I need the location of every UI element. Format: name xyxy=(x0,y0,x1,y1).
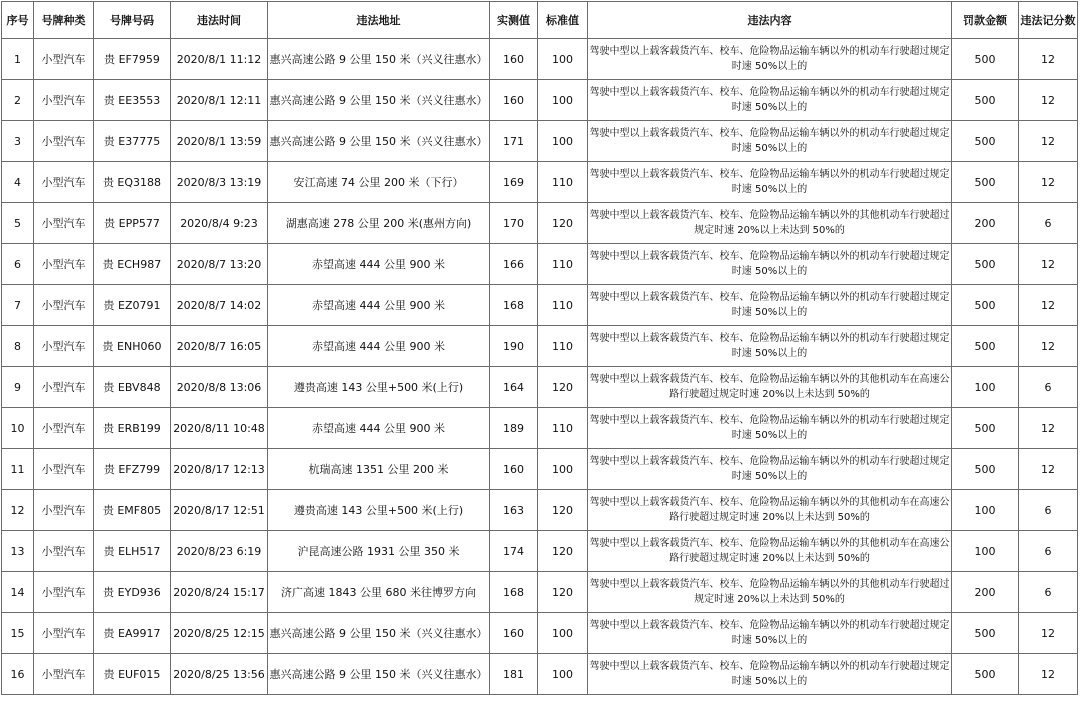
cell-violation-content: 驾驶中型以上载客载货汽车、校车、危险物品运输车辆以外的机动车行驶超过规定时速 50%以上的 xyxy=(588,80,952,121)
cell-violation-time: 2020/8/17 12:13 xyxy=(171,449,268,490)
col-header-fine-amount: 罚款金额 xyxy=(952,2,1019,39)
cell-violation-location: 惠兴高速公路 9 公里 150 米（兴义往惠水） xyxy=(268,80,490,121)
cell-plate-number: 贵 EYD936 xyxy=(94,572,171,613)
cell-violation-time: 2020/8/1 12:11 xyxy=(171,80,268,121)
cell-measured-speed: 169 xyxy=(490,162,538,203)
cell-index: 11 xyxy=(2,449,34,490)
cell-fine-amount: 500 xyxy=(952,613,1019,654)
col-header-penalty-points: 违法记分数 xyxy=(1019,2,1078,39)
cell-plate-type: 小型汽车 xyxy=(34,285,94,326)
cell-plate-number: 贵 EE3553 xyxy=(94,80,171,121)
cell-measured-speed: 160 xyxy=(490,449,538,490)
cell-violation-location: 济广高速 1843 公里 680 米往博罗方向 xyxy=(268,572,490,613)
table-row xyxy=(2,80,1078,121)
cell-penalty-points: 12 xyxy=(1019,408,1078,449)
cell-violation-location: 遵贵高速 143 公里+500 米(上行) xyxy=(268,367,490,408)
cell-measured-speed: 174 xyxy=(490,531,538,572)
cell-violation-time: 2020/8/3 13:19 xyxy=(171,162,268,203)
cell-plate-number: 贵 E37775 xyxy=(94,121,171,162)
col-header-plate-number: 号牌号码 xyxy=(94,2,171,39)
cell-measured-speed: 160 xyxy=(490,39,538,80)
cell-plate-number: 贵 EZ0791 xyxy=(94,285,171,326)
cell-speed-limit: 100 xyxy=(538,449,588,490)
cell-measured-speed: 171 xyxy=(490,121,538,162)
cell-plate-type: 小型汽车 xyxy=(34,490,94,531)
cell-plate-type: 小型汽车 xyxy=(34,39,94,80)
cell-speed-limit: 110 xyxy=(538,162,588,203)
table-row xyxy=(2,654,1078,695)
cell-plate-type: 小型汽车 xyxy=(34,244,94,285)
cell-plate-type: 小型汽车 xyxy=(34,367,94,408)
cell-violation-content: 驾驶中型以上载客载货汽车、校车、危险物品运输车辆以外的其他机动车行驶超过规定时速 20%以上未达到 50%的 xyxy=(588,203,952,244)
cell-penalty-points: 12 xyxy=(1019,449,1078,490)
cell-index: 5 xyxy=(2,203,34,244)
cell-speed-limit: 120 xyxy=(538,367,588,408)
cell-plate-number: 贵 EFZ799 xyxy=(94,449,171,490)
cell-violation-location: 惠兴高速公路 9 公里 150 米（兴义往惠水） xyxy=(268,121,490,162)
cell-index: 16 xyxy=(2,654,34,695)
cell-measured-speed: 160 xyxy=(490,613,538,654)
cell-penalty-points: 12 xyxy=(1019,39,1078,80)
cell-violation-location: 惠兴高速公路 9 公里 150 米（兴义往惠水） xyxy=(268,613,490,654)
table-row xyxy=(2,572,1078,613)
cell-violation-time: 2020/8/1 11:12 xyxy=(171,39,268,80)
cell-fine-amount: 500 xyxy=(952,80,1019,121)
cell-speed-limit: 100 xyxy=(538,654,588,695)
cell-index: 7 xyxy=(2,285,34,326)
cell-penalty-points: 6 xyxy=(1019,490,1078,531)
cell-plate-type: 小型汽车 xyxy=(34,162,94,203)
table-row xyxy=(2,203,1078,244)
col-header-violation-content: 违法内容 xyxy=(588,2,952,39)
cell-violation-location: 惠兴高速公路 9 公里 150 米（兴义往惠水） xyxy=(268,39,490,80)
cell-fine-amount: 500 xyxy=(952,408,1019,449)
table-row xyxy=(2,449,1078,490)
cell-violation-time: 2020/8/25 12:15 xyxy=(171,613,268,654)
cell-violation-location: 杭瑞高速 1351 公里 200 米 xyxy=(268,449,490,490)
cell-plate-type: 小型汽车 xyxy=(34,531,94,572)
cell-violation-location: 湖惠高速 278 公里 200 米(惠州方向) xyxy=(268,203,490,244)
cell-violation-location: 赤望高速 444 公里 900 米 xyxy=(268,326,490,367)
cell-violation-time: 2020/8/25 13:56 xyxy=(171,654,268,695)
cell-plate-type: 小型汽车 xyxy=(34,326,94,367)
table-row xyxy=(2,408,1078,449)
cell-violation-content: 驾驶中型以上载客载货汽车、校车、危险物品运输车辆以外的其他机动车在高速公路行驶超过规定时速 20%以上未达到 50%的 xyxy=(588,367,952,408)
cell-speed-limit: 110 xyxy=(538,326,588,367)
cell-violation-time: 2020/8/7 14:02 xyxy=(171,285,268,326)
cell-measured-speed: 189 xyxy=(490,408,538,449)
cell-violation-content: 驾驶中型以上载客载货汽车、校车、危险物品运输车辆以外的机动车行驶超过规定时速 50%以上的 xyxy=(588,39,952,80)
cell-index: 10 xyxy=(2,408,34,449)
cell-penalty-points: 12 xyxy=(1019,121,1078,162)
cell-violation-content: 驾驶中型以上载客载货汽车、校车、危险物品运输车辆以外的其他机动车在高速公路行驶超过规定时速 20%以上未达到 50%的 xyxy=(588,490,952,531)
cell-violation-content: 驾驶中型以上载客载货汽车、校车、危险物品运输车辆以外的机动车行驶超过规定时速 50%以上的 xyxy=(588,613,952,654)
cell-plate-type: 小型汽车 xyxy=(34,449,94,490)
table-row xyxy=(2,162,1078,203)
cell-violation-time: 2020/8/7 16:05 xyxy=(171,326,268,367)
table-row xyxy=(2,367,1078,408)
cell-measured-speed: 190 xyxy=(490,326,538,367)
cell-violation-location: 沪昆高速公路 1931 公里 350 米 xyxy=(268,531,490,572)
cell-violation-location: 赤望高速 444 公里 900 米 xyxy=(268,285,490,326)
cell-index: 3 xyxy=(2,121,34,162)
table-header xyxy=(2,2,1078,39)
cell-measured-speed: 164 xyxy=(490,367,538,408)
cell-violation-content: 驾驶中型以上载客载货汽车、校车、危险物品运输车辆以外的其他机动车行驶超过规定时速 20%以上未达到 50%的 xyxy=(588,572,952,613)
cell-speed-limit: 100 xyxy=(538,80,588,121)
cell-penalty-points: 12 xyxy=(1019,613,1078,654)
cell-violation-content: 驾驶中型以上载客载货汽车、校车、危险物品运输车辆以外的其他机动车在高速公路行驶超过规定时速 20%以上未达到 50%的 xyxy=(588,531,952,572)
col-header-plate-type: 号牌种类 xyxy=(34,2,94,39)
col-header-measured-speed: 实测值 xyxy=(490,2,538,39)
cell-fine-amount: 500 xyxy=(952,326,1019,367)
cell-fine-amount: 100 xyxy=(952,490,1019,531)
cell-penalty-points: 12 xyxy=(1019,654,1078,695)
col-header-violation-location: 违法地址 xyxy=(268,2,490,39)
cell-violation-time: 2020/8/24 15:17 xyxy=(171,572,268,613)
cell-measured-speed: 163 xyxy=(490,490,538,531)
cell-speed-limit: 120 xyxy=(538,572,588,613)
cell-plate-type: 小型汽车 xyxy=(34,203,94,244)
cell-index: 1 xyxy=(2,39,34,80)
cell-measured-speed: 170 xyxy=(490,203,538,244)
cell-violation-content: 驾驶中型以上载客载货汽车、校车、危险物品运输车辆以外的机动车行驶超过规定时速 50%以上的 xyxy=(588,244,952,285)
cell-plate-number: 贵 EMF805 xyxy=(94,490,171,531)
cell-fine-amount: 500 xyxy=(952,162,1019,203)
cell-speed-limit: 100 xyxy=(538,121,588,162)
cell-plate-type: 小型汽车 xyxy=(34,408,94,449)
cell-penalty-points: 12 xyxy=(1019,285,1078,326)
cell-fine-amount: 500 xyxy=(952,285,1019,326)
cell-index: 15 xyxy=(2,613,34,654)
cell-speed-limit: 110 xyxy=(538,285,588,326)
cell-plate-number: 贵 EF7959 xyxy=(94,39,171,80)
cell-plate-number: 贵 EUF015 xyxy=(94,654,171,695)
cell-plate-type: 小型汽车 xyxy=(34,572,94,613)
cell-violation-time: 2020/8/11 10:48 xyxy=(171,408,268,449)
cell-violation-location: 安江高速 74 公里 200 米（下行） xyxy=(268,162,490,203)
cell-violation-content: 驾驶中型以上载客载货汽车、校车、危险物品运输车辆以外的机动车行驶超过规定时速 50%以上的 xyxy=(588,654,952,695)
cell-violation-location: 赤望高速 444 公里 900 米 xyxy=(268,408,490,449)
cell-plate-number: 贵 EA9917 xyxy=(94,613,171,654)
cell-penalty-points: 6 xyxy=(1019,203,1078,244)
cell-plate-type: 小型汽车 xyxy=(34,80,94,121)
cell-violation-content: 驾驶中型以上载客载货汽车、校车、危险物品运输车辆以外的机动车行驶超过规定时速 50%以上的 xyxy=(588,285,952,326)
cell-index: 14 xyxy=(2,572,34,613)
cell-violation-content: 驾驶中型以上载客载货汽车、校车、危险物品运输车辆以外的机动车行驶超过规定时速 50%以上的 xyxy=(588,162,952,203)
cell-penalty-points: 6 xyxy=(1019,572,1078,613)
cell-violation-content: 驾驶中型以上载客载货汽车、校车、危险物品运输车辆以外的机动车行驶超过规定时速 50%以上的 xyxy=(588,121,952,162)
cell-plate-type: 小型汽车 xyxy=(34,654,94,695)
table-row xyxy=(2,490,1078,531)
table-row xyxy=(2,531,1078,572)
cell-fine-amount: 500 xyxy=(952,244,1019,285)
cell-speed-limit: 110 xyxy=(538,244,588,285)
table-row xyxy=(2,39,1078,80)
cell-plate-number: 贵 ELH517 xyxy=(94,531,171,572)
cell-violation-content: 驾驶中型以上载客载货汽车、校车、危险物品运输车辆以外的机动车行驶超过规定时速 50%以上的 xyxy=(588,408,952,449)
cell-penalty-points: 12 xyxy=(1019,326,1078,367)
cell-plate-type: 小型汽车 xyxy=(34,121,94,162)
cell-fine-amount: 200 xyxy=(952,572,1019,613)
cell-speed-limit: 100 xyxy=(538,39,588,80)
cell-measured-speed: 166 xyxy=(490,244,538,285)
cell-violation-time: 2020/8/17 12:51 xyxy=(171,490,268,531)
cell-index: 8 xyxy=(2,326,34,367)
cell-speed-limit: 120 xyxy=(538,490,588,531)
cell-fine-amount: 200 xyxy=(952,203,1019,244)
cell-fine-amount: 500 xyxy=(952,449,1019,490)
cell-index: 2 xyxy=(2,80,34,121)
cell-speed-limit: 100 xyxy=(538,613,588,654)
cell-violation-location: 遵贵高速 143 公里+500 米(上行) xyxy=(268,490,490,531)
cell-violation-time: 2020/8/7 13:20 xyxy=(171,244,268,285)
cell-plate-number: 贵 ERB199 xyxy=(94,408,171,449)
cell-penalty-points: 12 xyxy=(1019,162,1078,203)
cell-speed-limit: 120 xyxy=(538,531,588,572)
cell-penalty-points: 6 xyxy=(1019,531,1078,572)
cell-violation-time: 2020/8/8 13:06 xyxy=(171,367,268,408)
cell-measured-speed: 181 xyxy=(490,654,538,695)
cell-speed-limit: 120 xyxy=(538,203,588,244)
cell-measured-speed: 168 xyxy=(490,285,538,326)
col-header-index: 序号 xyxy=(2,2,34,39)
cell-plate-number: 贵 ENH060 xyxy=(94,326,171,367)
cell-index: 6 xyxy=(2,244,34,285)
cell-plate-number: 贵 EBV848 xyxy=(94,367,171,408)
table-row xyxy=(2,326,1078,367)
table-row xyxy=(2,285,1078,326)
cell-measured-speed: 160 xyxy=(490,80,538,121)
cell-plate-number: 贵 EPP577 xyxy=(94,203,171,244)
cell-index: 13 xyxy=(2,531,34,572)
table-row xyxy=(2,121,1078,162)
cell-index: 12 xyxy=(2,490,34,531)
header-row xyxy=(2,2,1078,39)
cell-violation-time: 2020/8/1 13:59 xyxy=(171,121,268,162)
cell-violation-content: 驾驶中型以上载客载货汽车、校车、危险物品运输车辆以外的机动车行驶超过规定时速 50%以上的 xyxy=(588,326,952,367)
cell-fine-amount: 500 xyxy=(952,121,1019,162)
cell-plate-number: 贵 EQ3188 xyxy=(94,162,171,203)
cell-penalty-points: 12 xyxy=(1019,80,1078,121)
table-row xyxy=(2,244,1078,285)
col-header-violation-time: 违法时间 xyxy=(171,2,268,39)
table-body xyxy=(2,39,1078,695)
cell-fine-amount: 100 xyxy=(952,531,1019,572)
cell-measured-speed: 168 xyxy=(490,572,538,613)
cell-violation-location: 赤望高速 444 公里 900 米 xyxy=(268,244,490,285)
cell-violation-time: 2020/8/4 9:23 xyxy=(171,203,268,244)
cell-fine-amount: 500 xyxy=(952,39,1019,80)
col-header-speed-limit: 标准值 xyxy=(538,2,588,39)
cell-penalty-points: 6 xyxy=(1019,367,1078,408)
cell-fine-amount: 500 xyxy=(952,654,1019,695)
cell-violation-location: 惠兴高速公路 9 公里 150 米（兴义往惠水） xyxy=(268,654,490,695)
cell-index: 9 xyxy=(2,367,34,408)
violations-table xyxy=(1,1,1078,695)
cell-violation-content: 驾驶中型以上载客载货汽车、校车、危险物品运输车辆以外的机动车行驶超过规定时速 50%以上的 xyxy=(588,449,952,490)
cell-plate-type: 小型汽车 xyxy=(34,613,94,654)
cell-speed-limit: 110 xyxy=(538,408,588,449)
table-row xyxy=(2,613,1078,654)
cell-penalty-points: 12 xyxy=(1019,244,1078,285)
cell-index: 4 xyxy=(2,162,34,203)
cell-violation-time: 2020/8/23 6:19 xyxy=(171,531,268,572)
cell-fine-amount: 100 xyxy=(952,367,1019,408)
cell-plate-number: 贵 ECH987 xyxy=(94,244,171,285)
